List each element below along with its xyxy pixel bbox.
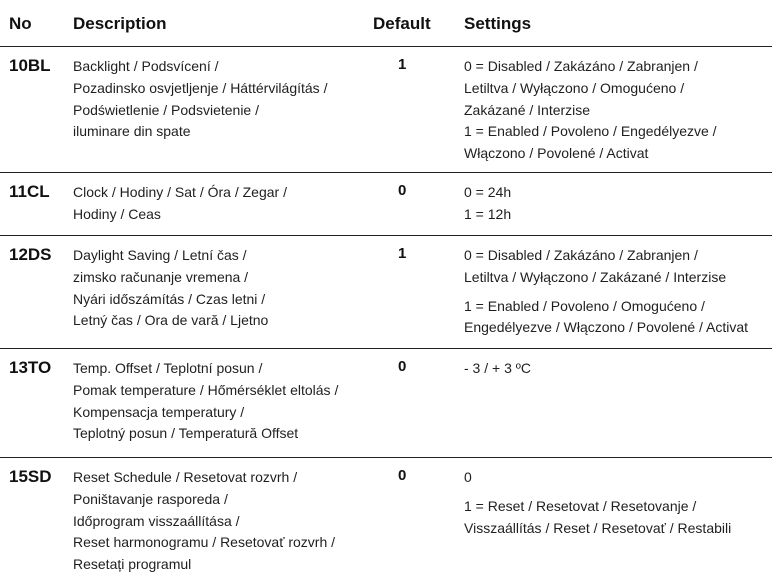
row-default: 0 <box>398 182 407 199</box>
row-description <box>73 182 368 226</box>
row-default: 1 <box>398 245 407 262</box>
description-line: Teplotný posun / Temperatură Offset <box>73 425 299 442</box>
description-line: Temp. Offset / Teplotní posun / <box>73 360 263 376</box>
header-description: Description <box>73 14 167 33</box>
header-default: Default <box>373 14 431 33</box>
description-line: Hodiny / Ceas <box>73 205 161 222</box>
settings-line: 0 = 24h <box>464 184 512 200</box>
settings-spacer <box>464 289 769 296</box>
description-line: Clock / Hodiny / Sat / Óra / Zegar / <box>73 184 287 200</box>
table-header <box>0 0 772 46</box>
table-row <box>0 174 772 232</box>
row-description <box>73 56 368 143</box>
settings-line: 1 = Reset / Resetovat / Resetovanje / <box>464 497 697 514</box>
settings-line: Zakázané / Interzise <box>464 101 591 118</box>
row-settings <box>464 56 769 165</box>
row-settings <box>464 358 769 380</box>
description-line: Pozadinsko osvjetljenje / Háttérvilágítás / <box>73 79 328 96</box>
description-line: Reset harmonogramu / Resetovať rozvrh / <box>73 534 336 551</box>
settings-line: - 3 / + 3 ºC <box>464 360 531 376</box>
description-line: Időprogram visszaállítása / <box>73 512 240 529</box>
settings-line: Engedélyezve / Włączono / Povolené / Activat <box>464 319 749 336</box>
row-default: 1 <box>398 56 407 73</box>
settings-line: 1 = Enabled / Povoleno / Omogućeno / <box>464 297 705 314</box>
divider <box>0 235 772 236</box>
settings-line: Włączono / Povolené / Activat <box>464 145 649 162</box>
row-number: 13TO <box>9 358 52 377</box>
header-settings: Settings <box>464 14 532 33</box>
header-no: No <box>9 14 32 33</box>
row-number: 15SD <box>9 467 52 486</box>
divider <box>0 457 772 458</box>
settings-line: 0 = Disabled / Zakázáno / Zabranjen / <box>464 247 698 263</box>
settings-line: Visszaállítás / Reset / Resetovať / Restabili <box>464 519 732 536</box>
row-settings <box>464 467 769 539</box>
description-line: Nyári időszámítás / Czas letni / <box>73 290 266 307</box>
settings-line: Letiltva / Wyłączono / Zakázané / Interzise <box>464 268 727 285</box>
settings-line: 0 <box>464 469 472 485</box>
description-line: Resetați programul <box>73 556 192 573</box>
description-line: Poništavanje rasporeda / <box>73 490 228 507</box>
description-line: Daylight Saving / Letní čas / <box>73 247 247 263</box>
settings-line: Letiltva / Wyłączono / Omogućeno / <box>464 79 685 96</box>
row-default: 0 <box>398 467 407 484</box>
description-line: Podświetlenie / Podsvietenie / <box>73 101 259 118</box>
row-description <box>73 245 368 332</box>
table-row <box>0 48 772 168</box>
divider <box>0 172 772 173</box>
description-line: iluminare din spate <box>73 123 191 140</box>
settings-line: 1 = 12h <box>464 205 512 222</box>
row-description <box>73 467 368 576</box>
row-description <box>73 358 368 445</box>
row-number: 10BL <box>9 56 51 75</box>
description-line: Kompensacja temperatury / <box>73 403 245 420</box>
table-row <box>0 459 772 581</box>
table-row <box>0 350 772 455</box>
row-settings <box>464 245 769 339</box>
description-line: Reset Schedule / Resetovat rozvrh / <box>73 469 298 485</box>
row-number: 11CL <box>9 182 50 201</box>
description-line: Pomak temperature / Hőmérséklet eltolás / <box>73 381 339 398</box>
description-line: Letný čas / Ora de vară / Ljetno <box>73 312 269 329</box>
divider <box>0 46 772 47</box>
row-number: 12DS <box>9 245 52 264</box>
settings-line: 1 = Enabled / Povoleno / Engedélyezve / <box>464 123 717 140</box>
row-settings <box>464 182 769 226</box>
description-line: zimsko računanje vremena / <box>73 268 249 285</box>
table-row <box>0 237 772 345</box>
row-default: 0 <box>398 358 407 375</box>
settings-spacer <box>464 489 769 496</box>
settings-line: 0 = Disabled / Zakázáno / Zabranjen / <box>464 58 698 74</box>
description-line: Backlight / Podsvícení / <box>73 58 219 74</box>
divider <box>0 348 772 349</box>
